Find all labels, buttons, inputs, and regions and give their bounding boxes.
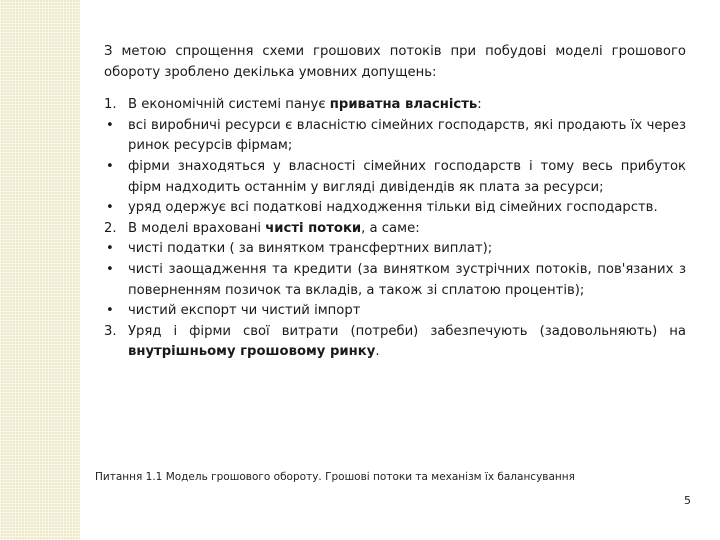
bullet-text: всі виробничі ресурси є власністю сімейних господарств, які продають їх через ринок ресурсів фірмам;	[128, 117, 686, 154]
bullet-text: фірми знаходяться у власності сімейних господарств і тому весь прибуток фірм надходить останнім у вигляді дивідендів як плата за ресурси;	[128, 158, 686, 195]
slide-content	[104, 42, 686, 363]
bullet-item	[104, 116, 686, 157]
bullet-icon: •	[106, 261, 114, 277]
bullet-icon: •	[106, 303, 114, 319]
bold-term: внутрішньому грошовому ринку	[128, 344, 376, 360]
bullet-text: чисті податки ( за винятком трансфертних виплат);	[128, 241, 493, 257]
item-text-end: , а саме:	[361, 220, 420, 236]
intro-paragraph: З метою спрощення схеми грошових потоків при побудові моделі грошового обороту зроблено декілька умовних допущень:	[104, 44, 686, 80]
bullet-text: уряд одержує всі податкові надходження тільки від сімейних господарств.	[128, 200, 658, 216]
bullet-icon: •	[106, 117, 114, 133]
numbered-item-3	[104, 322, 686, 363]
bullet-item	[104, 239, 686, 260]
bullet-icon: •	[106, 200, 114, 216]
bullet-icon: •	[106, 241, 114, 257]
bullet-text: чистий експорт чи чистий імпорт	[128, 303, 361, 319]
list-number: 2.	[104, 220, 117, 236]
decorative-side-strip	[0, 0, 80, 540]
slide-footer: Питання 1.1 Модель грошового обороту. Грошові потоки та механізм їх балансування	[95, 471, 575, 483]
list-number: 1.	[104, 97, 117, 113]
bullet-item	[104, 198, 686, 219]
item-text: В моделі враховані	[128, 220, 266, 236]
item-text: В економічній системі панує	[128, 97, 330, 113]
bullet-item	[104, 157, 686, 198]
bullet-icon: •	[106, 158, 114, 174]
bold-term: чисті потоки	[265, 220, 362, 236]
item-text: Уряд і фірми свої витрати (потреби) забезпечують (задовольняють) на	[128, 323, 686, 339]
bullet-item	[104, 260, 686, 301]
page-number: 5	[684, 494, 691, 507]
numbered-item-1	[104, 95, 686, 116]
bullet-item	[104, 301, 686, 322]
item-text-end: .	[375, 344, 380, 360]
bullet-text: чисті заощадження та кредити (за винятком зустрічних потоків, пов'язаних з поверненням позичок та вкладів, а також зі сплатою процентів);	[128, 261, 686, 298]
list-number: 3.	[104, 323, 117, 339]
numbered-item-2	[104, 219, 686, 240]
bold-term: приватна власність	[329, 97, 478, 113]
item-text-end: :	[477, 97, 482, 113]
